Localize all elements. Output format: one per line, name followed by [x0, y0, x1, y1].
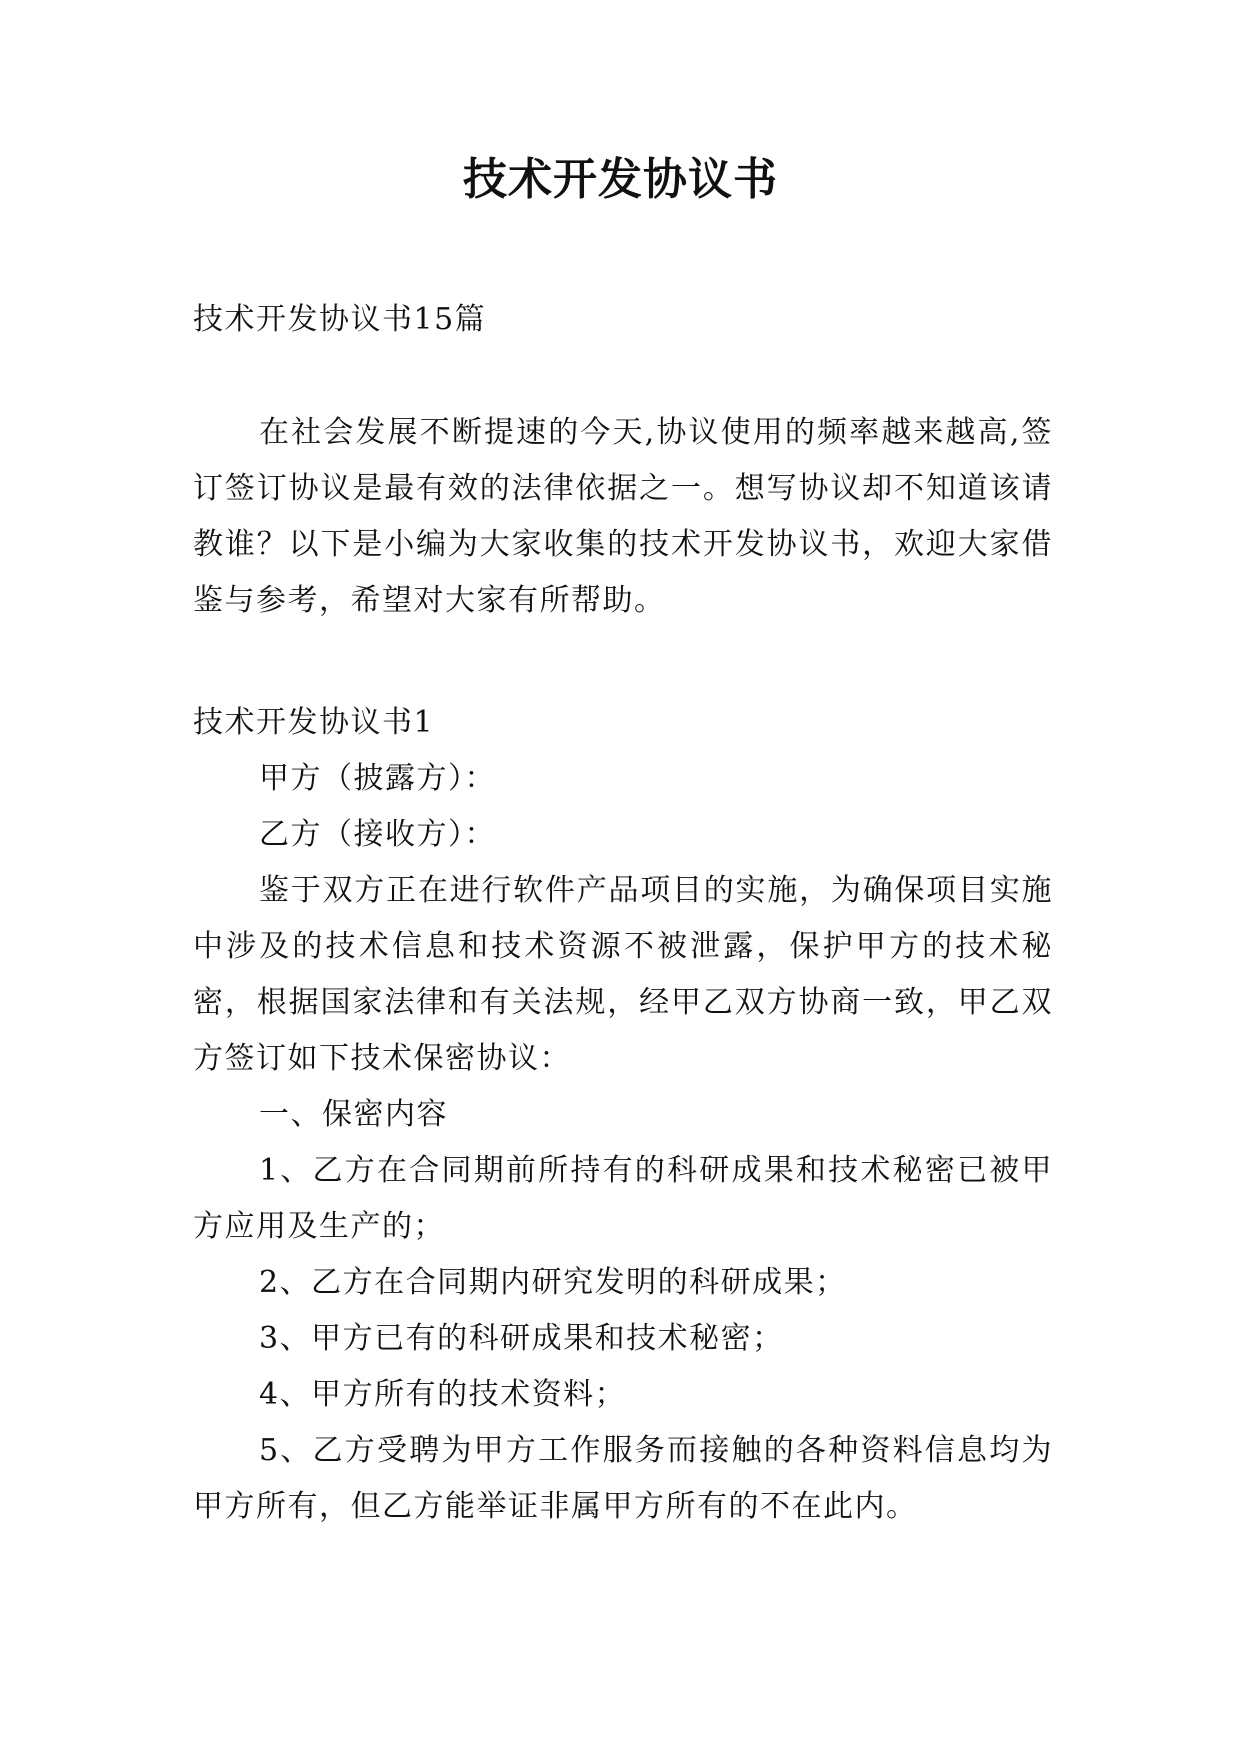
clause-item-3: 3、甲方已有的科研成果和技术秘密； [259, 1321, 784, 1356]
party-b-line: 乙方（接收方）： [259, 817, 496, 852]
clause-item-1: 1、乙方在合同期前所持有的科研成果和技术秘密已被甲方应用及生产的； [193, 1153, 1053, 1244]
clause-item-2: 2、乙方在合同期内研究发明的科研成果； [259, 1265, 847, 1300]
clause-heading: 一、保密内容 [259, 1097, 448, 1132]
agreement-body [193, 695, 1053, 1535]
section-title: 技术开发协议书1 [193, 705, 435, 740]
intro-paragraph: 在社会发展不断提速的今天,协议使用的频率越来越高,签订签订协议是最有效的法律依据之一。想写协议却不知道该请教谁？以下是小编为大家收集的技术开发协议书，欢迎大家借鉴与参考，希望对大家有所帮助。 [193, 415, 1053, 618]
clause-item-4: 4、甲方所有的技术资料； [259, 1377, 627, 1412]
document-subtitle: 技术开发协议书15篇 [193, 302, 487, 337]
clause-item-5: 5、乙方受聘为甲方工作服务而接触的各种资料信息均为甲方所有，但乙方能举证非属甲方所有的不在此内。 [193, 1433, 1053, 1524]
document-title: 技术开发协议书 [463, 154, 778, 205]
party-a-line: 甲方（披露方）： [259, 761, 496, 796]
preamble-paragraph: 鉴于双方正在进行软件产品项目的实施，为确保项目实施中涉及的技术信息和技术资源不被泄露，保护甲方的技术秘密，根据国家法律和有关法规，经甲乙双方协商一致，甲乙双方签订如下技术保密协议： [193, 873, 1053, 1076]
